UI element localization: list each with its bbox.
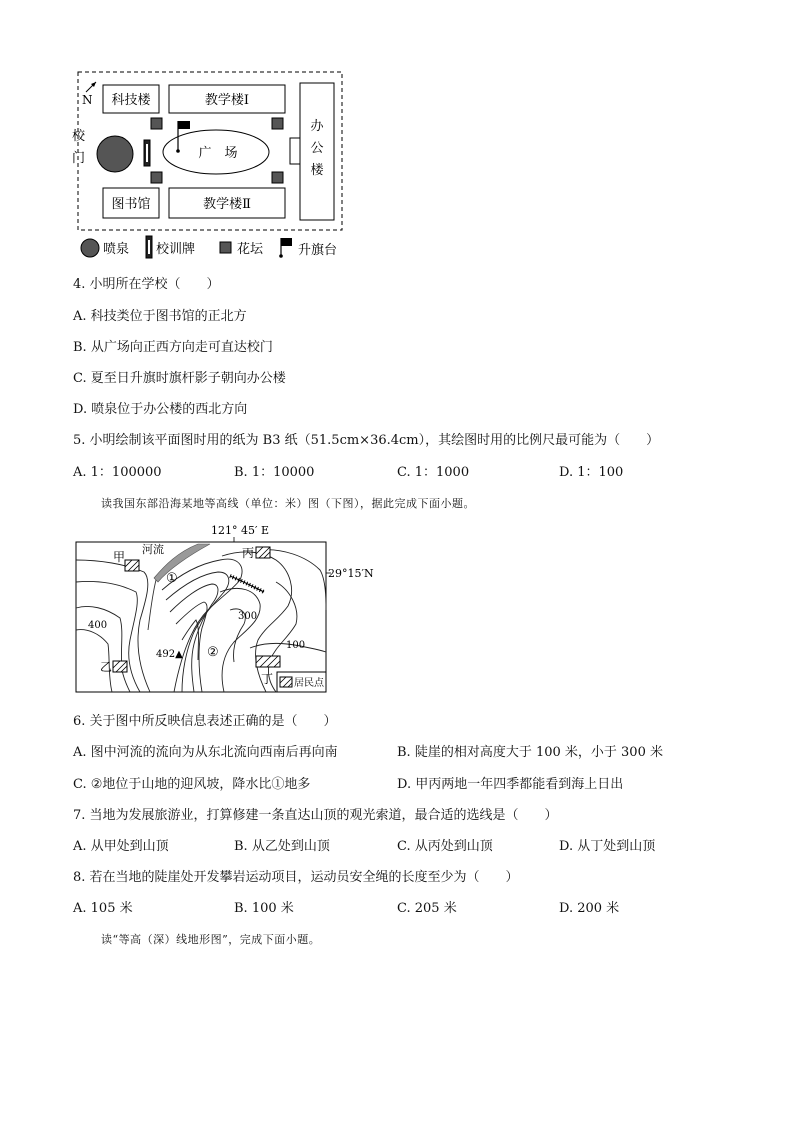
legend-flag-label: 升旗台: [298, 243, 338, 258]
flowerbed-icon: [272, 172, 283, 183]
question-6-option-a[interactable]: A. 图中河流的流向为从东北流向西南后再向南: [73, 745, 338, 760]
settlement-ding-label: 丁: [261, 672, 274, 686]
question-7-option-b[interactable]: B. 从乙处到山顶: [234, 839, 330, 854]
legend-fountain-icon: [81, 239, 99, 257]
question-8-option-a[interactable]: A. 105 米: [73, 901, 133, 916]
legend-flowerbed-label: 花坛: [237, 242, 264, 257]
gate-label-2: 门: [72, 151, 86, 166]
bangong-label-1: 办: [310, 119, 324, 134]
question-5-option-d[interactable]: D. 1：100: [559, 465, 624, 480]
contour-legend-label: 居民点: [294, 678, 324, 689]
gate-label-1: 校: [72, 129, 86, 144]
river-label: 河流: [142, 543, 164, 556]
keji-label: 科技楼: [111, 93, 151, 108]
plaza-label: 广 场: [198, 146, 238, 161]
question-4-option-c[interactable]: C. 夏至日升旗时旗杆影子朝向办公楼: [73, 371, 286, 386]
legend-flowerbed-icon: [220, 242, 231, 253]
question-7-option-c[interactable]: C. 从丙处到山顶: [397, 839, 493, 854]
school-map: [66, 68, 356, 268]
question-4-option-b[interactable]: B. 从广场向正西方向走可直达校门: [73, 340, 273, 355]
question-5-stem: 5. 小明绘制该平面图时用的纸为 B3 纸（51.5cm×36.4cm），其绘图时用的比例尺最可能为（ ）: [73, 433, 660, 448]
question-7-option-d[interactable]: D. 从丁处到山顶: [559, 839, 656, 854]
jiaoxue1-label: 教学楼Ⅰ: [204, 93, 250, 108]
question-8-option-c[interactable]: C. 205 米: [397, 901, 457, 916]
fountain-icon: [97, 136, 133, 172]
question-7-stem: 7. 当地为发展旅游业，打算修建一条直达山顶的观光索道，最合适的选线是（ ）: [73, 808, 558, 823]
peak-label: 492▲: [156, 649, 183, 660]
tushuguan-label: 图书馆: [111, 197, 151, 212]
latitude-label: 29°15′N: [328, 567, 374, 580]
legend-fountain-label: 喷泉: [103, 242, 130, 257]
question-8-option-b[interactable]: B. 100 米: [234, 901, 294, 916]
question-8-stem: 8. 若在当地的陡崖处开发攀岩运动项目，运动员安全绳的长度至少为（ ）: [73, 870, 519, 885]
settlement-bing-label: 丙: [242, 546, 255, 560]
contour-300-label: 300: [238, 611, 258, 622]
legend-motto-label: 校训牌: [156, 242, 196, 257]
point-2-label: ②: [207, 645, 219, 660]
instruction-note-2: 读“等高（深）线地形图”，完成下面小题。: [101, 933, 321, 946]
north-label: N: [82, 93, 93, 107]
contour-map: [70, 520, 374, 698]
bangong-label-2: 公: [310, 141, 324, 156]
point-1-label: ①: [166, 571, 178, 586]
question-6-option-d[interactable]: D. 甲丙两地一年四季都能看到海上日出: [397, 777, 624, 792]
question-5-option-a[interactable]: A. 1：100000: [73, 465, 162, 480]
jiaoxue2-label: 教学楼Ⅱ: [203, 197, 251, 212]
question-7-option-a[interactable]: A. 从甲处到山顶: [73, 839, 169, 854]
question-4-stem: 4. 小明所在学校（ ）: [73, 277, 220, 292]
question-8-option-d[interactable]: D. 200 米: [559, 901, 620, 916]
bangong-label-3: 楼: [310, 163, 324, 178]
flowerbed-icon: [151, 118, 162, 129]
flowerbed-icon: [151, 172, 162, 183]
question-6-option-c[interactable]: C. ②地位于山地的迎风坡，降水比①地多: [73, 777, 311, 792]
question-6-option-b[interactable]: B. 陡崖的相对高度大于 100 米，小于 300 米: [397, 745, 663, 760]
question-6-stem: 6. 关于图中所反映信息表述正确的是（ ）: [73, 714, 337, 729]
settlement-jia-label: 甲: [113, 550, 126, 564]
question-4-option-d[interactable]: D. 喷泉位于办公楼的西北方向: [73, 402, 248, 417]
contour-100-label: 100: [286, 640, 306, 651]
instruction-note-1: 读我国东部沿海某地等高线（单位：米）图（下图），据此完成下面小题。: [101, 497, 475, 510]
longitude-label: 121° 45′ E: [211, 524, 270, 537]
question-5-option-b[interactable]: B. 1：10000: [234, 465, 315, 480]
question-4-option-a[interactable]: A. 科技类位于图书馆的正北方: [73, 309, 247, 324]
settlement-yi-label: 乙: [100, 660, 113, 674]
contour-400-label: 400: [88, 620, 108, 631]
flowerbed-icon: [272, 118, 283, 129]
question-5-option-c[interactable]: C. 1：1000: [397, 465, 470, 480]
